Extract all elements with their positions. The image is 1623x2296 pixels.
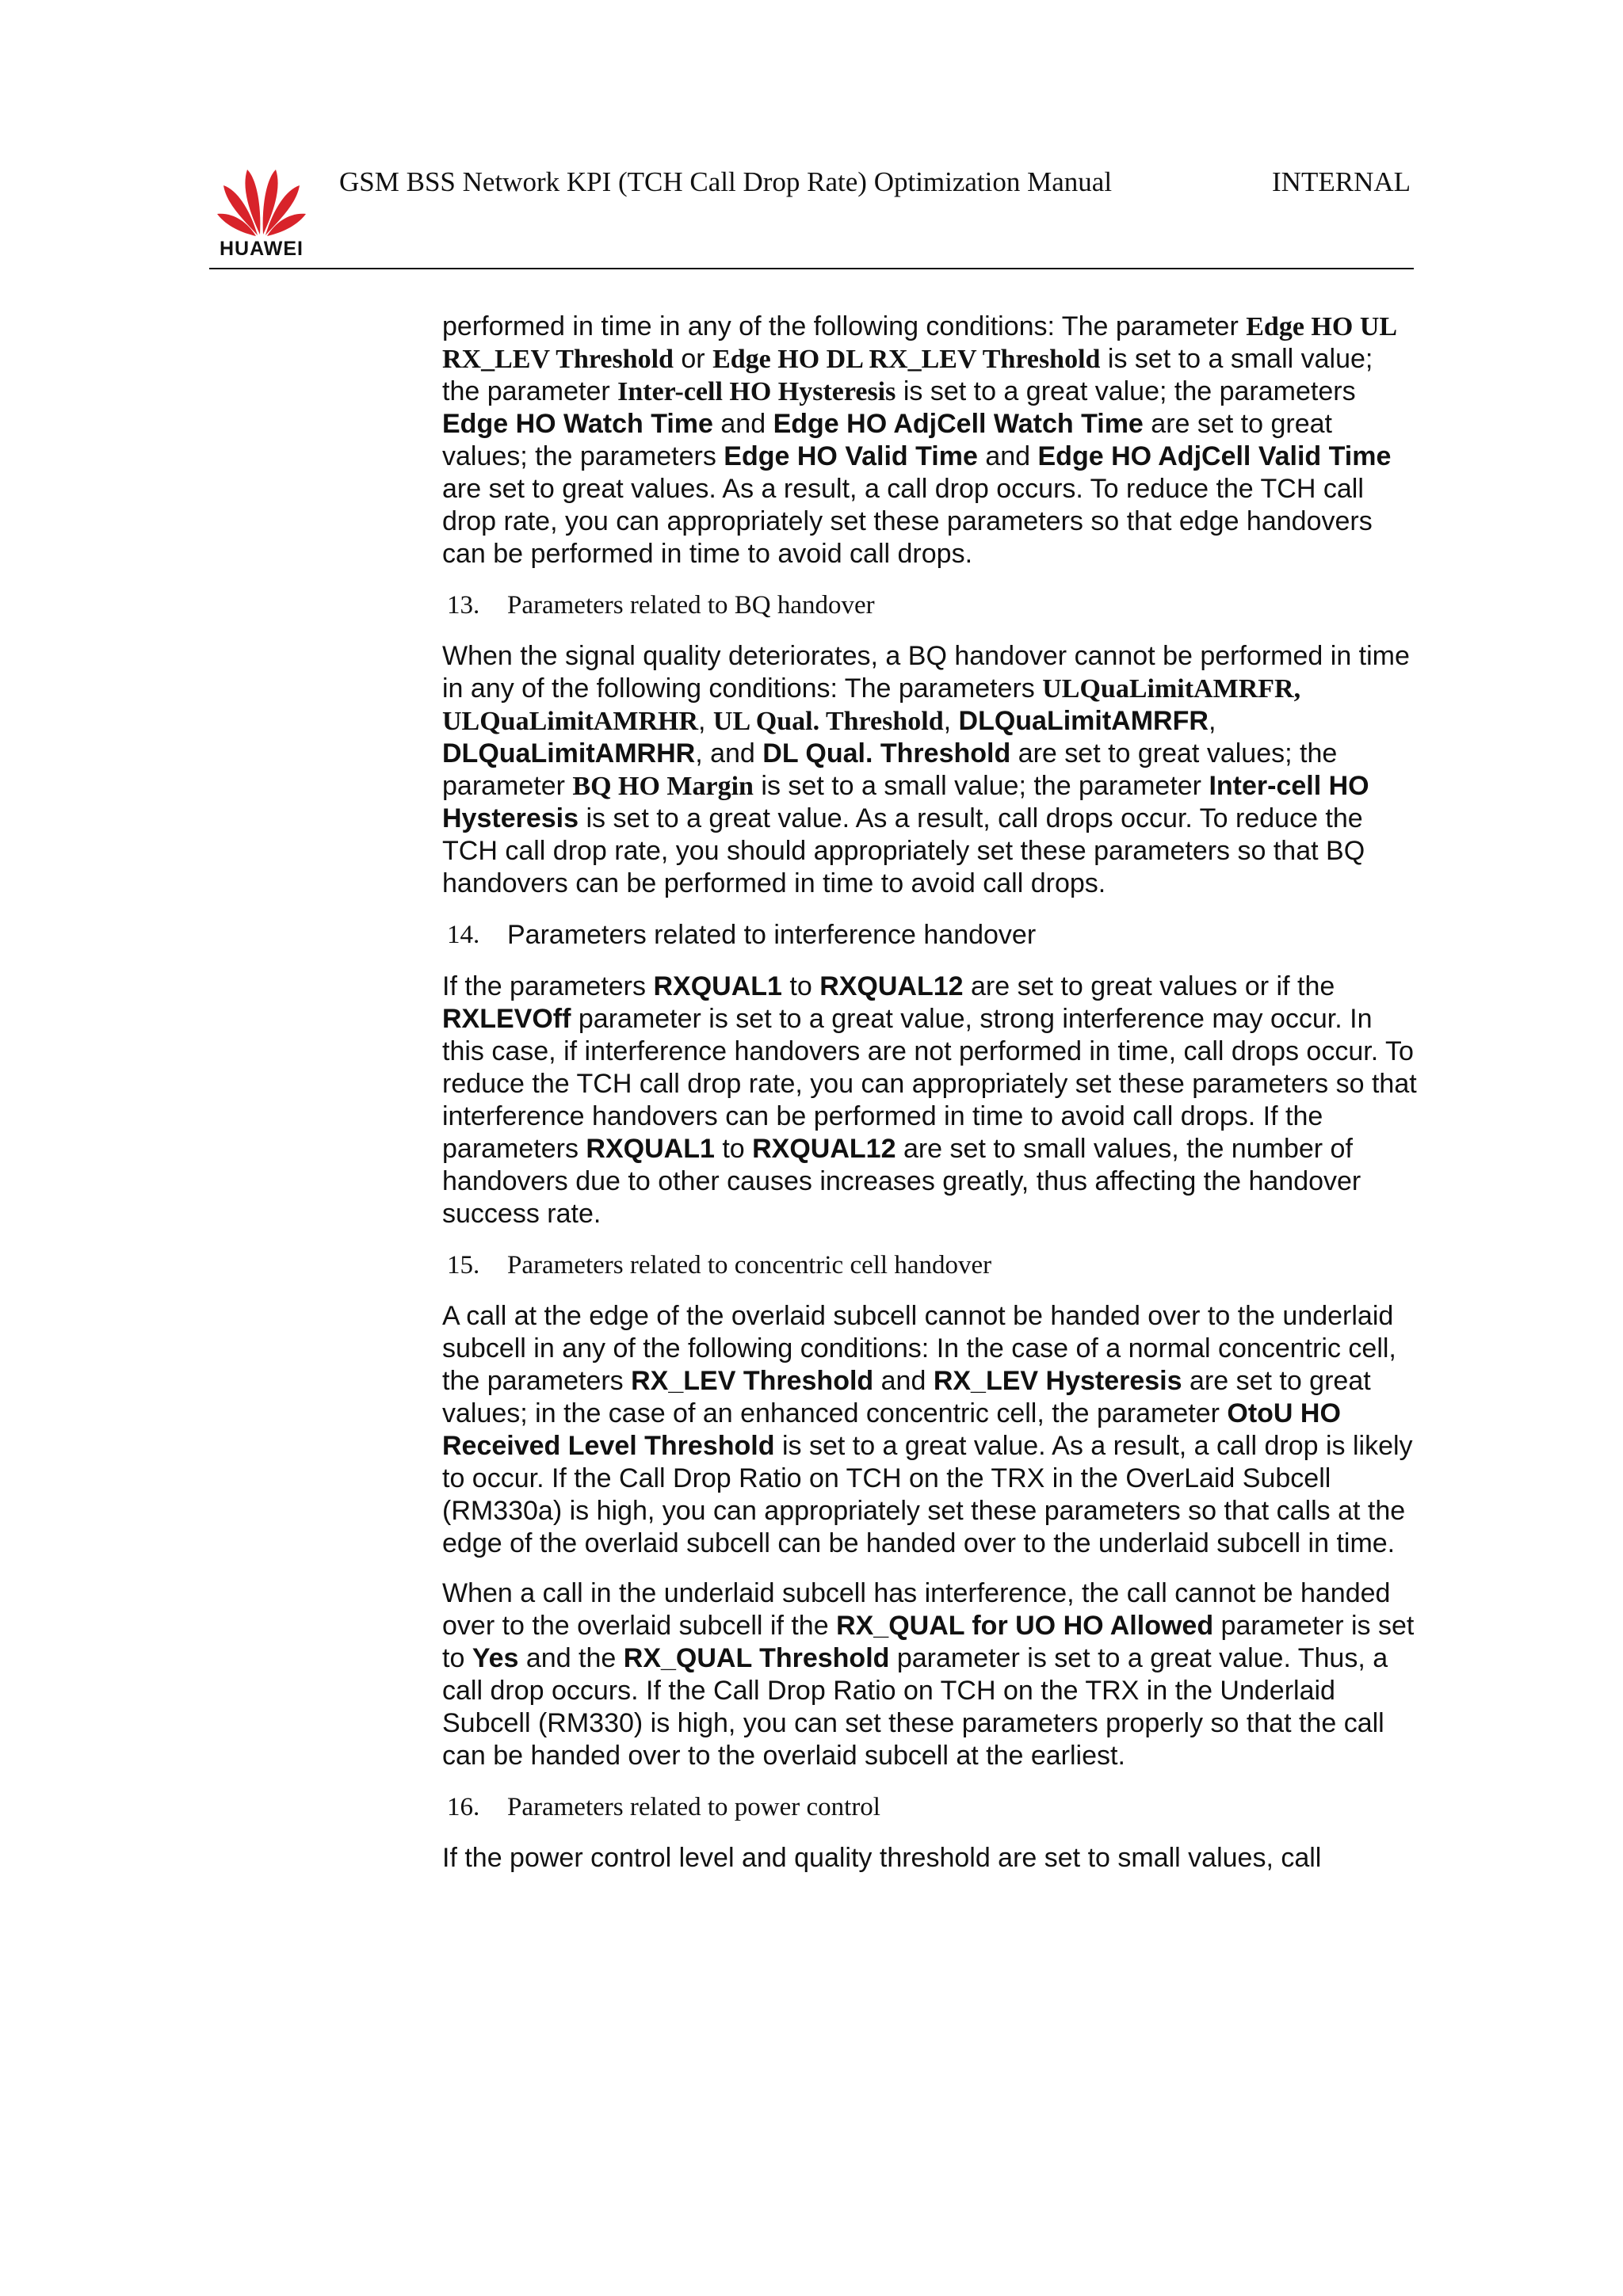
list-heading-label: Parameters related to power control — [507, 1793, 880, 1821]
param-name: Inter-cell HO Hysteresis — [617, 377, 896, 406]
list-number: 13. — [447, 591, 480, 620]
list-number: 14. — [447, 921, 480, 949]
param-name: DLQuaLimitAMRHR — [442, 738, 696, 769]
page-header — [0, 0, 1623, 273]
text-run: or — [673, 344, 713, 374]
param-name: Edge HO AdjCell Valid Time — [1037, 441, 1392, 471]
text-run: is set to a great value. As a result, a call drop is likely to occur. If the Call Drop Ratio on TCH on the TRX in the OverLaid Subcell (RM330a) is high, you can appropriately set these parameters so that calls at the edge of the overlaid subcell can be handed over to the underlaid subcell in time. — [442, 1431, 1413, 1558]
param-name: RX_QUAL for UO HO Allowed — [836, 1611, 1214, 1641]
text-run: and — [977, 441, 1038, 471]
paragraph-concentric-underlaid — [442, 1577, 1417, 1772]
list-number: 16. — [447, 1793, 480, 1821]
param-name: Edge HO AdjCell Watch Time — [773, 409, 1144, 439]
text-run: are set to great values; the parameters — [442, 409, 1332, 471]
list-heading-15 — [442, 1248, 1417, 1283]
document-body — [442, 311, 1417, 1892]
paragraph-bq-handover — [442, 640, 1417, 900]
param-value: Yes — [472, 1643, 519, 1673]
text-run: and the — [518, 1643, 624, 1673]
param-name: RX_LEV Threshold — [631, 1366, 874, 1396]
text-run: , — [1208, 706, 1216, 736]
param-name: RXQUAL1 — [586, 1134, 715, 1164]
text-run: , — [698, 706, 713, 736]
param-name: RXQUAL12 — [752, 1134, 896, 1164]
text-run: is set to a great value. As a result, call drops occur. To reduce the TCH call drop rate, you should appropriately set these parameters so that BQ handovers can be performed in time to avoid call drops. — [442, 803, 1365, 898]
text-run: to — [714, 1134, 753, 1164]
param-name: RX_LEV Hysteresis — [933, 1366, 1182, 1396]
text-run: is set to a small value; the parameter — [753, 771, 1209, 801]
param-name: RX_QUAL Threshold — [623, 1643, 890, 1673]
logo-wordmark: HUAWEI — [220, 238, 304, 260]
param-name: Edge HO UL RX_LEV Threshold — [442, 312, 1396, 374]
text-run: and — [873, 1366, 934, 1396]
text-run: are set to great values; in the case of an enhanced concentric cell, the parameter — [442, 1366, 1371, 1428]
list-number: 15. — [447, 1251, 480, 1280]
text-run: are set to great values. As a result, a call drop occurs. To reduce the TCH call drop rate, you can appropriately set these parameters so that edge handovers can be performed in time to avoid call drops. — [442, 474, 1373, 569]
text-run: When a call in the underlaid subcell has interference, the call cannot be handed over to the overlaid subcell if the — [442, 1578, 1391, 1641]
list-heading-label: Parameters related to concentric cell handover — [507, 1251, 992, 1280]
text-run: parameter is set to a great value, strong interference may occur. In this case, if interference handovers are not performed in time, call drops occur. To reduce the TCH call drop rate, you can appropriately set these parameters so that interference handovers can be performed in time to avoid call drops. If the parameters — [442, 1004, 1417, 1164]
text-run: If the power control level and quality threshold are set to small values, call — [442, 1843, 1322, 1873]
paragraph-edge-handover — [442, 311, 1417, 570]
param-name: Inter-cell HO Hysteresis — [442, 771, 1369, 833]
text-run: performed in time in any of the following conditions: The parameter — [442, 311, 1247, 341]
text-run: When the signal quality deteriorates, a BQ handover cannot be performed in time in any of the following conditions: The parameters — [442, 641, 1410, 704]
param-name: DLQuaLimitAMRFR — [958, 706, 1209, 736]
text-run: A call at the edge of the overlaid subcell cannot be handed over to the underlaid subcell in any of the following conditions: In the case of a normal concentric cell, the parameters — [442, 1301, 1396, 1396]
paragraph-interference-handover — [442, 971, 1417, 1230]
text-run: parameter is set to a great value. Thus, a call drop occurs. If the Call Drop Ratio on TCH on the TRX in the Underlaid Subcell (RM330) is high, you can set these parameters properly so that the call can be handed over to the overlaid subcell at the earliest. — [442, 1643, 1388, 1771]
text-run: is set to a small value; the parameter — [442, 344, 1373, 406]
text-run: are set to great values or if the — [963, 971, 1335, 1001]
huawei-petals-icon — [216, 158, 307, 238]
document-title: GSM BSS Network KPI (TCH Call Drop Rate) Optimization Manual — [339, 166, 1113, 197]
header-divider — [209, 268, 1414, 269]
param-name: Edge HO DL RX_LEV Threshold — [712, 345, 1101, 374]
text-run: to — [781, 971, 820, 1001]
text-run: are set to great values; the parameter — [442, 738, 1338, 801]
list-heading-label: Parameters related to BQ handover — [507, 591, 875, 620]
param-name: RXQUAL12 — [819, 971, 964, 1001]
text-run: If the parameters — [442, 971, 654, 1001]
param-name: BQ HO Margin — [572, 772, 754, 801]
param-name: ULQuaLimitAMRFR, ULQuaLimitAMRHR — [442, 674, 1301, 736]
list-heading-13 — [442, 588, 1417, 623]
text-run: is set to a great value; the parameters — [896, 376, 1356, 406]
huawei-logo — [212, 158, 311, 261]
list-heading-label: Parameters related to interference handover — [507, 920, 1037, 950]
param-name: OtoU HO Received Level Threshold — [442, 1398, 1341, 1461]
text-run: , and — [695, 738, 763, 769]
param-name: Edge HO Valid Time — [724, 441, 978, 471]
param-name: Edge HO Watch Time — [442, 409, 713, 439]
list-heading-14 — [442, 917, 1417, 953]
text-run: and — [712, 409, 773, 439]
classification-label: INTERNAL — [1272, 166, 1411, 197]
list-heading-16 — [442, 1790, 1417, 1825]
text-run: are set to small values, the number of handovers due to other causes increases greatly, thus affecting the handover success rate. — [442, 1134, 1361, 1229]
text-run: parameter is set to — [442, 1611, 1415, 1673]
text-run: , — [943, 706, 959, 736]
param-name: RXLEVOff — [442, 1004, 571, 1034]
paragraph-concentric-overlaid — [442, 1300, 1417, 1560]
param-name: RXQUAL1 — [653, 971, 782, 1001]
paragraph-power-control — [442, 1842, 1417, 1875]
param-name: DL Qual. Threshold — [762, 738, 1011, 769]
param-name: UL Qual. Threshold — [712, 707, 944, 736]
